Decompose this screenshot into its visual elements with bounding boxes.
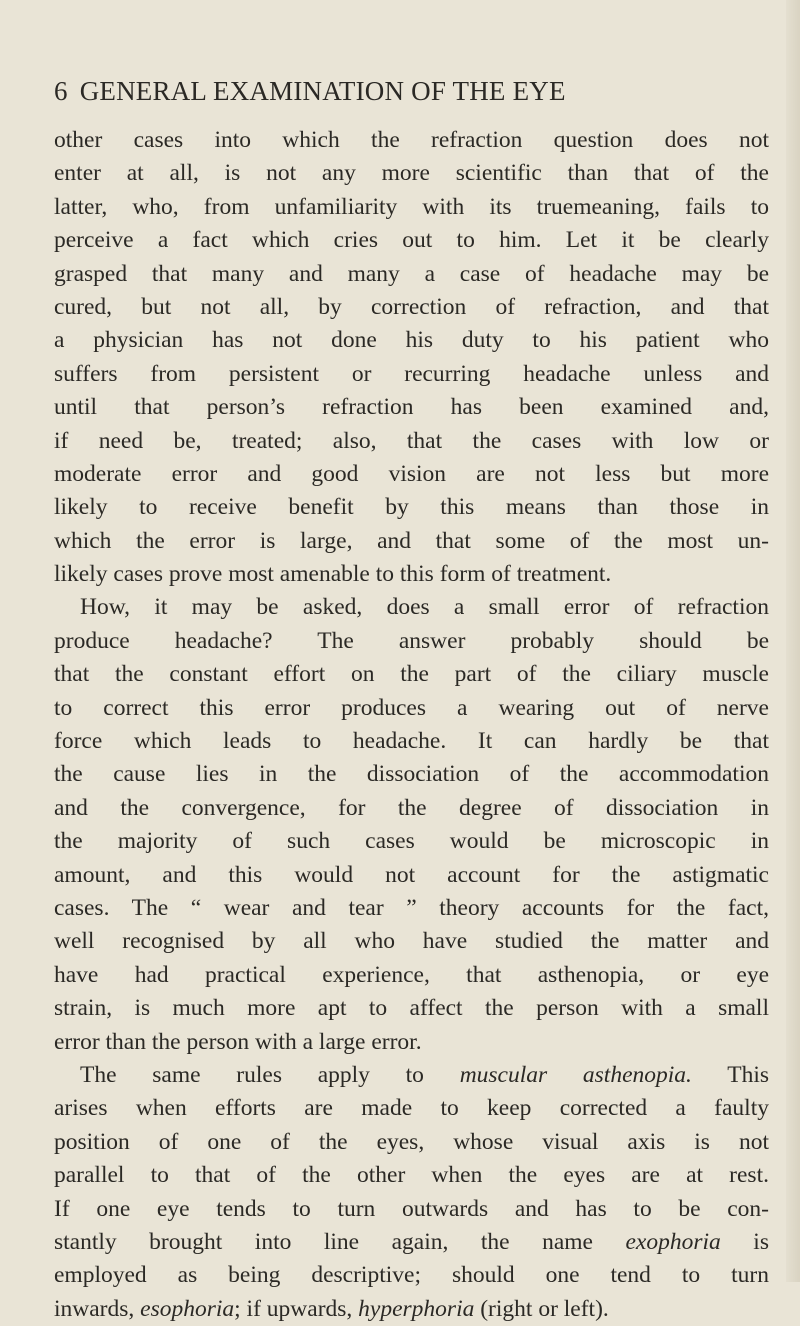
italic-term: esophoria [140, 1295, 235, 1322]
text-line: If one eye tends to turn outwards and has to be con- [54, 1195, 769, 1222]
text-line: and the convergence, for the degree of dissociation in [54, 794, 769, 821]
italic-term: muscular asthenopia. [459, 1061, 692, 1088]
text-line: How, it may be asked, does a small error of refraction [80, 594, 769, 621]
text-line: employed as being descriptive; should one tend to turn [54, 1262, 769, 1289]
body-text [54, 124, 769, 1326]
text-line: cured, but not all, by correction of refraction, and that [54, 293, 769, 320]
text-line: grasped that many and many a case of headache may be [54, 260, 769, 287]
italic-term: hyperphoria [358, 1295, 475, 1322]
text-line: force which leads to headache. It can hardly be that [54, 728, 769, 755]
text-line: inwards, esophoria; if upwards, hyperphoria (right or left). [54, 1295, 609, 1322]
text-line: to correct this error produces a wearing out of nerve [54, 694, 769, 721]
text-line: amount, and this would not account for the astigmatic [54, 861, 769, 888]
text-line: error than the person with a large error. [54, 1028, 422, 1055]
text-line: stantly brought into line again, the name exophoria is [54, 1228, 769, 1255]
text-line: if need be, treated; also, that the cases with low or [54, 427, 769, 454]
page-number: 6 [54, 76, 68, 106]
text-line: likely to receive benefit by this means than those in [54, 494, 769, 521]
text-line: cases. The “ wear and tear ” theory accounts for the fact, [54, 894, 769, 921]
text-line: moderate error and good vision are not less but more [54, 460, 769, 487]
text-line: a physician has not done his duty to his patient who [54, 327, 769, 354]
text-line: well recognised by all who have studied the matter and [54, 928, 769, 955]
text-line: the majority of such cases would be microscopic in [54, 828, 769, 855]
text-line: likely cases prove most amenable to this form of treatment. [54, 561, 612, 588]
italic-term: exophoria [625, 1228, 721, 1255]
text-line: strain, is much more apt to affect the person with a small [54, 995, 769, 1022]
text-line: position of one of the eyes, whose visual axis is not [54, 1128, 769, 1155]
text-line: perceive a fact which cries out to him. Let it be clearly [54, 227, 769, 254]
text-line: The same rules apply to muscular asthenopia. This [80, 1061, 769, 1088]
running-head [54, 76, 774, 107]
text-line: parallel to that of the other when the eyes are at rest. [54, 1162, 769, 1189]
page-edge-shadow [786, 0, 800, 1282]
running-title: GENERAL EXAMINATION OF THE EYE [79, 76, 566, 106]
text-line: until that person’s refraction has been examined and, [54, 394, 769, 421]
text-line: which the error is large, and that some of the most un- [54, 527, 769, 554]
text-line: suffers from persistent or recurring headache unless and [54, 360, 769, 387]
text-line: have had practical experience, that asthenopia, or eye [54, 961, 769, 988]
text-line: the cause lies in the dissociation of the accommodation [54, 761, 769, 788]
text-line: that the constant effort on the part of the ciliary muscle [54, 661, 769, 688]
text-line: latter, who, from unfamiliarity with its truemeaning, fails to [54, 193, 769, 220]
text-line: enter at all, is not any more scientific than that of the [54, 160, 769, 187]
text-line: arises when efforts are made to keep corrected a faulty [54, 1095, 769, 1122]
text-line: other cases into which the refraction question does not [54, 127, 769, 153]
text-line: produce headache? The answer probably should be [54, 627, 769, 654]
